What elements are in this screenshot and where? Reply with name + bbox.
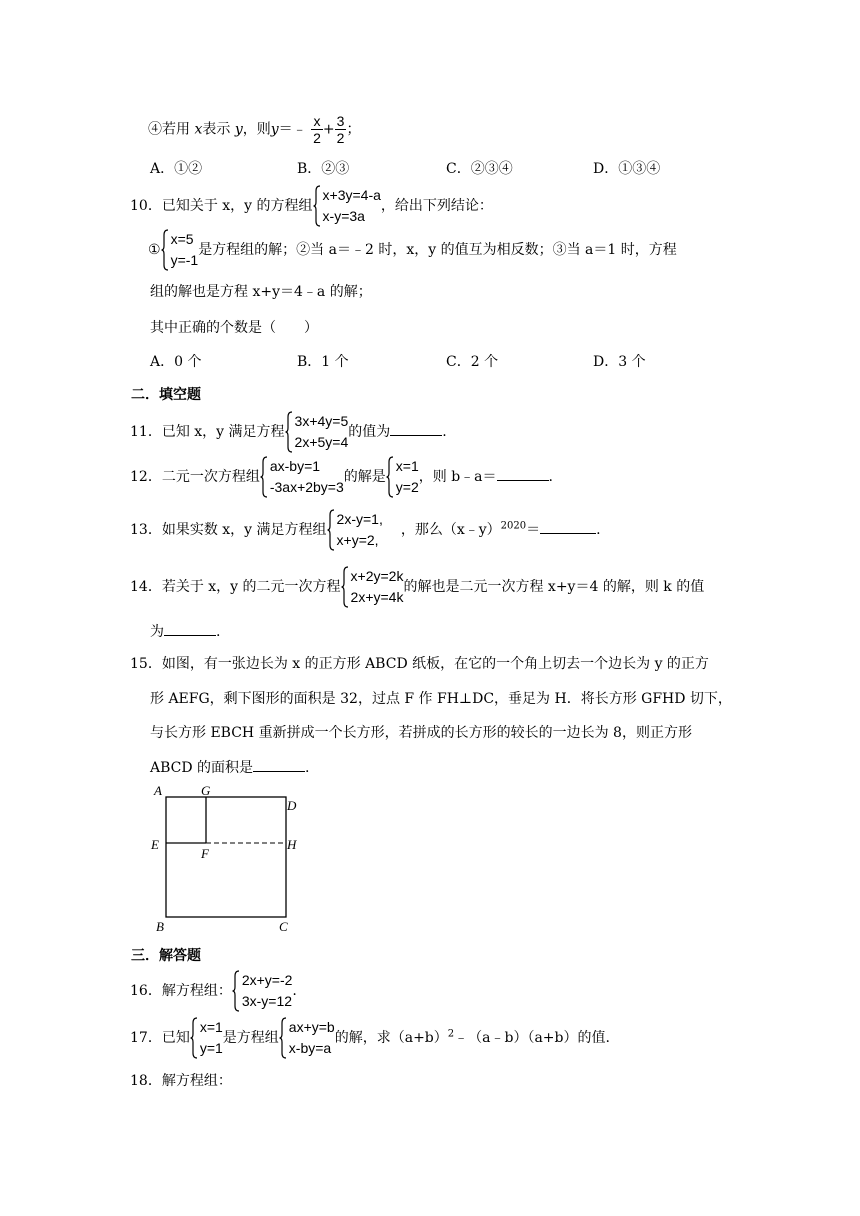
question-12: 12．二元一次方程组 ax-by=1 -3ax+2by=3 的解是 x=1 y=2 ，则 b﹣a＝ . [130,456,553,498]
equation-system: 3x+4y=5 2x+5y=4 [285,411,349,453]
solution-system: x=1 y=2 [386,456,419,498]
q10-option-c: C．2 个 [446,354,499,370]
answer-blank [253,756,305,772]
label-d: D [287,798,297,813]
answer-blank [540,518,596,534]
question-15-line4: ABCD 的面积是 . [150,756,310,777]
equation-system: 2x-y=1, x+y=2, [327,509,383,551]
q10-option-d: D．3 个 [593,354,646,370]
question-14-line2: 为 . [150,620,220,641]
label-g: G [201,783,211,798]
equation-system: 2x+y=-2 3x-y=12 [232,970,293,1012]
solution-system: x=1 y=1 [190,1017,223,1059]
section-fill-in: 二．填空题 [131,387,201,403]
fraction-3-over-2: $\frac{3}{2}$ [336,113,345,146]
fraction-x-over-2: $\frac{x}{2}$ [313,113,321,146]
square-figure [145,780,305,940]
q9-option-d: D．①③④ [593,161,661,177]
question-10: 10．已知关于 x，y 的方程组 x+3y=4-a x-y=3a ，给出下列结论： [130,185,493,227]
equation-system: ax+y=b x-by=a [279,1017,335,1059]
label-f: F [201,846,209,861]
answer-blank [164,620,216,636]
label-c: C [279,919,288,934]
q9-option-a: A．①② [150,161,203,177]
question-14: 14．若关于 x，y 的二元一次方程 x+2y=2k 2x+y=4k 的解也是二元一次方程 x+y＝4 的解，则 k 的值 [130,566,704,608]
question-15-line1: 15．如图，有一张边长为 x 的正方形 ABCD 纸板，在它的一个角上切去一个边长为 y 的正方 [130,656,709,672]
question-18: 18．解方程组： [130,1073,232,1089]
q10-line2: ① x=5 y=-1 是方程组的解；②当 a＝﹣2 时，x，y 的值互为相反数；③当 a＝1 时，方程 [148,229,677,271]
question-15-line2: 形 AEFG，剩下图形的面积是 32，过点 F 作 FH⊥DC，垂足为 H．将长方形 GFHD 切下， [150,691,732,707]
label-h: H [287,837,297,852]
equation-system: x+2y=2k 2x+y=4k [341,566,404,608]
answer-blank [497,465,549,481]
question-17: 17．已知 x=1 y=1 是方程组 ax+y=b x-by=a 的解，求$(a+b)^2﹣(a﹣b)(a+b)$的值. [130,1017,610,1059]
question-15-line3: 与长方形 EBCH 重新拼成一个长方形，若拼成的长方形的较长的一边长为 8，则正方形 [150,725,692,741]
answer-blank [390,420,442,436]
q9-item4: ④若用 x表示 y，则y＝﹣ $\frac{x}{2}$ + $\frac{3}{2}$ ； [148,113,361,146]
q10-option-b: B．1 个 [297,354,349,370]
label-b: B [156,919,164,934]
equation-system: ax-by=1 -3ax+2by=3 [260,456,344,498]
label-e: E [151,837,159,852]
section-solve: 三．解答题 [131,948,201,964]
q10-line3: 组的解也是方程 x+y＝4﹣a 的解； [150,284,372,300]
solution-system: x=5 y=-1 [161,229,199,271]
label-a: A [154,783,162,798]
question-11: 11．已知 x，y 满足方程 3x+4y=5 2x+5y=4 的值为 . [130,411,447,453]
square-abcd [166,797,286,917]
q9-option-c: C．②③④ [446,161,513,177]
equation-system: x+3y=4-a x-y=3a [313,185,381,227]
question-13: 13．如果实数 x，y 满足方程组 2x-y=1, x+y=2, ，那么（x﹣y）$^{2020}$＝ . [130,509,601,551]
question-16: 16．解方程组： 2x+y=-2 3x-y=12 . [130,970,297,1012]
q10-line4: 其中正确的个数是（ ） [150,320,318,336]
q10-option-a: A．0 个 [150,354,202,370]
q9-option-b: B．②③ [297,161,350,177]
